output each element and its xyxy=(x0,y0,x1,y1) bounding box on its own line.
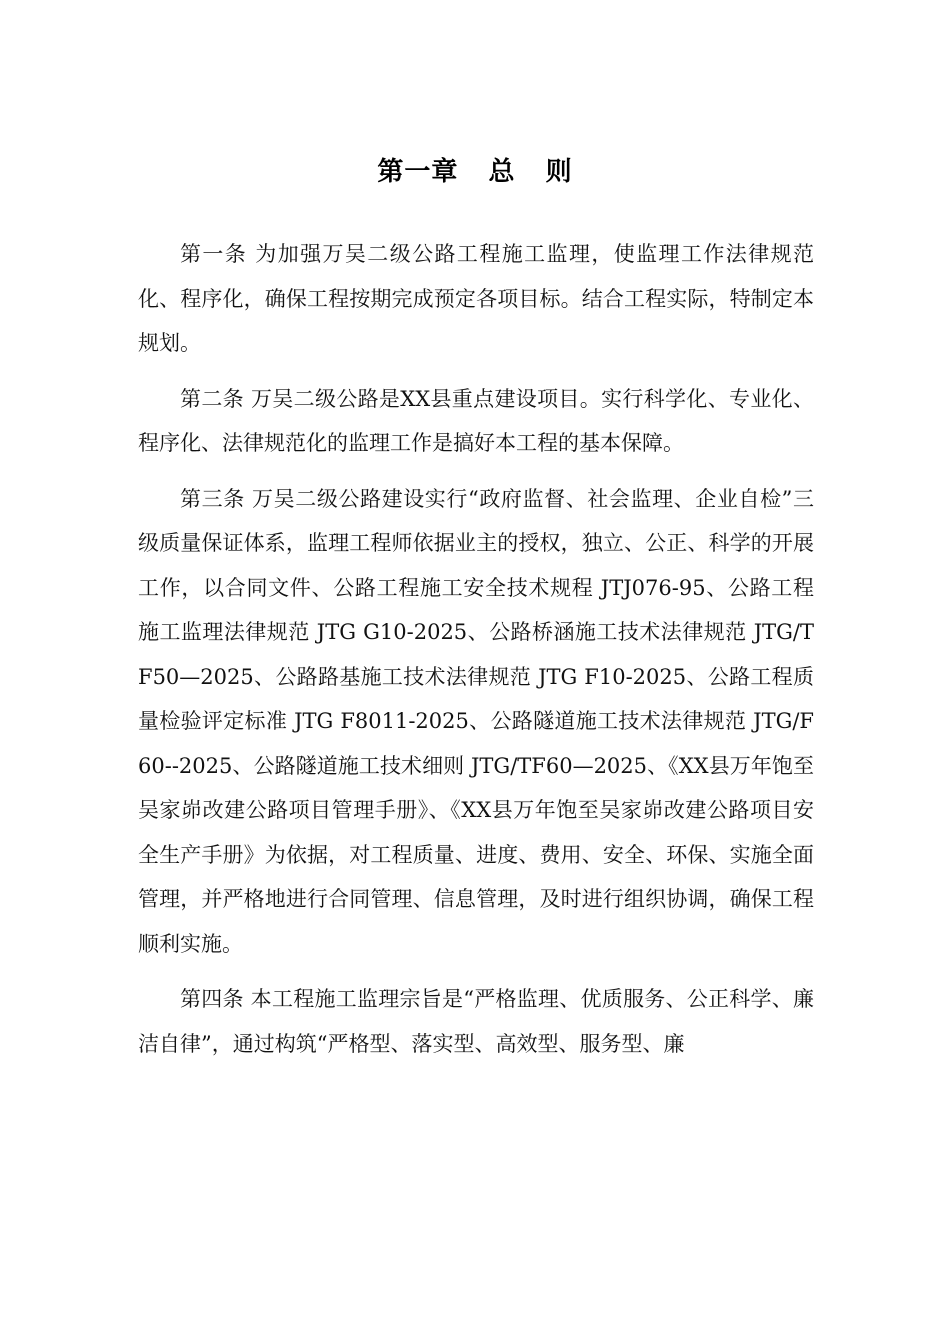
article-1-paragraph: 第一条 为加强万吴二级公路工程施工监理，使监理工作法律规范化、程序化，确保工程按期完成预定各项目标。结合工程实际，特制定本规划。 xyxy=(138,242,814,355)
article-3-paragraph: 第三条 万吴二级公路建设实行“政府监督、社会监理、企业自检”三级质量保证体系，监理工程师依据业主的授权，独立、公正、科学的开展工作，以合同文件、公路工程施工安全技术规程 JTJ076-95、公路工程施工监理法律规范 JTG G10-2025、公路桥涵施工技术法律规范 JTG/TF50—2025、公路路基施工技术法律规范 JTG F10-2025、公路工程质量检验评定标准 JTG F8011-2025、公路隧道施工技术法律规范 JTG/F60--2025、公路隧道施工技术细则 JTG/TF60—2025、《XX县万年饱至吴家峁改建公路项目管理手册》、《XX县万年饱至吴家峁改建公路项目安全生产手册》为依据，对工程质量、进度、费用、安全、环保、实施全面管理，并严格地进行合同管理、信息管理，及时进行组织协调，确保工程顺利实施。 xyxy=(138,486,814,956)
article-2-paragraph: 第二条 万吴二级公路是XX县重点建设项目。实行科学化、专业化、程序化、法律规范化的监理工作是搞好本工程的基本保障。 xyxy=(138,386,814,455)
chapter-title: 第一章 总 则 xyxy=(377,157,573,187)
article-4-paragraph: 第四条 本工程施工监理宗旨是“严格监理、优质服务、公正科学、廉洁自律”，通过构筑“严格型、落实型、高效型、服务型、廉 xyxy=(138,987,814,1056)
document-body xyxy=(138,232,814,1077)
